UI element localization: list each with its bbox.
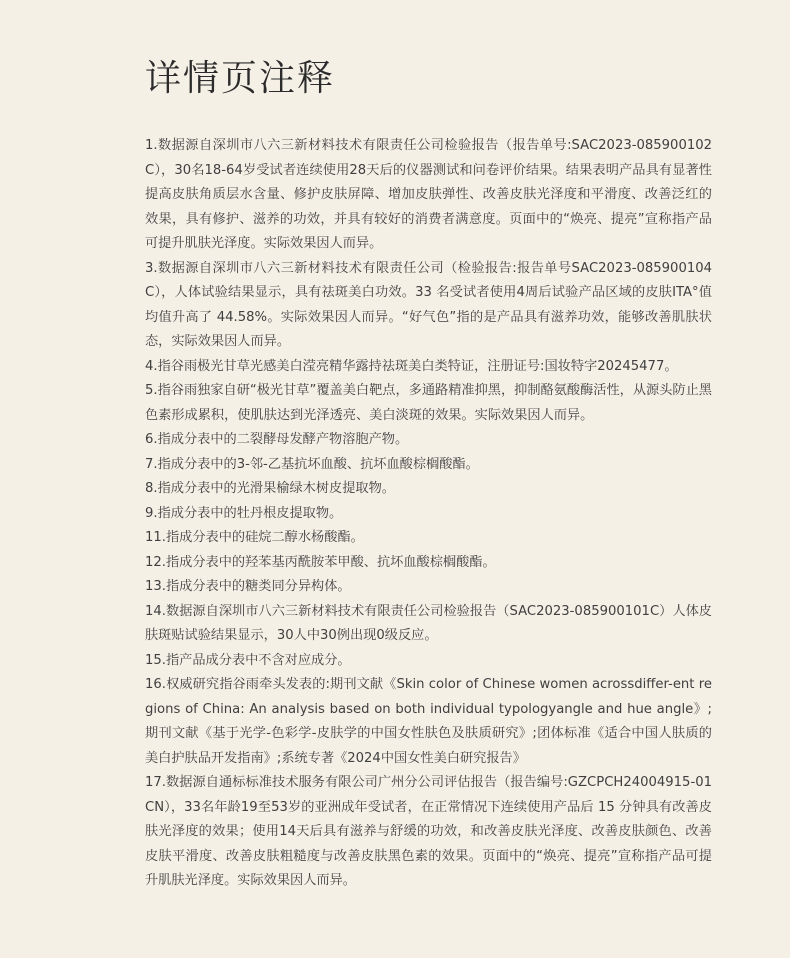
note-8: 8.指成分表中的光滑果榆绿木树皮提取物。 — [145, 481, 395, 496]
note-17: 17.数据源自通标标准技术服务有限公司广州分公司评估报告（报告编号:GZCPCH24004915-01CN），33名年龄19至53岁的亚洲成年受试者，在正常情况下连续使用产品后 15 分钟具有改善皮肤光泽度的效果；使用14天后具有滋养与舒缓的功效，和改善皮肤光泽度、改善皮肤颜色、改善皮肤平滑度、改善皮肤粗糙度与改善皮肤黑色素的效果。页面中的“焕亮、提亮”宣称指产品可提升肌肤光泽度。实际效果因人而异。 — [145, 775, 712, 888]
note-7: 7.指成分表中的3-邻-乙基抗坏血酸、抗坏血酸棕榈酸酯。 — [145, 456, 479, 472]
note-1: 1.数据源自深圳市八六三新材料技术有限责任公司检验报告（报告单号:SAC2023-085900102C），30名18-64岁受试者连续使用28天后的仪器测试和问卷评价结果。结果表明产品具有显著性提高皮肤角质层水含量、修护皮肤屏障、增加皮肤弹性、改善皮肤光泽度和平滑度、改善泛红的效果，具有修护、滋养的功效，并具有较好的消费者满意度。页面中的“焕亮、提亮”宣称指产品可提升肌肤光泽度。实际效果因人而异。 — [145, 138, 712, 251]
note-4: 4.指谷雨极光甘草光感美白滢亮精华露持祛斑美白类特证，注册证号:国妆特字20245477。 — [145, 358, 678, 374]
page-title: 详情页注释 — [145, 58, 336, 99]
note-3: 3.数据源自深圳市八六三新材料技术有限责任公司（检验报告:报告单号SAC2023-085900104C），人体试验结果显示，具有祛斑美白功效。33 名受试者使用4周后试验产品区域的皮肤ITA°值均值升高了 44.58%。实际效果因人而异。“好气色”指的是产品具有滋养功效，能够改善肌肤状态，实际效果因人而异。 — [145, 260, 712, 349]
note-9: 9.指成分表中的牡丹根皮提取物。 — [145, 505, 343, 521]
note-11: 11.指成分表中的硅烷二醇水杨酸酯。 — [145, 530, 364, 545]
notes-list — [145, 134, 712, 894]
note-16: 16.权威研究指谷雨牵头发表的:期刊文献《Skin color of Chinese women acrossdiffer-ent regions of China: An analysis based on both individual typologyangle and hue angle》;期刊文献《基于光学-色彩学-皮肤学的中国女性肤色及肤质研究》;团体标准《适合中国人肤质的美白护肤品开发指南》;系统专著《2024中国女性美白研究报告》 — [145, 677, 712, 766]
note-12: 12.指成分表中的羟苯基丙酰胺苯甲酸、抗坏血酸棕榈酸酯。 — [145, 554, 496, 570]
note-14: 14.数据源自深圳市八六三新材料技术有限责任公司检验报告（SAC2023-085900101C）人体皮肤斑贴试验结果显示，30人中30例出现0级反应。 — [145, 603, 712, 643]
note-6: 6.指成分表中的二裂酵母发酵产物溶胞产物。 — [145, 432, 409, 447]
note-15: 15.指产品成分表中不含对应成分。 — [145, 652, 351, 668]
note-13: 13.指成分表中的糖类同分异构体。 — [145, 579, 351, 594]
note-5: 5.指谷雨独家自研“极光甘草”覆盖美白靶点，多通路精准抑黑，抑制酪氨酸酶活性，从源头防止黑色素形成累积，使肌肤达到光泽透亮、美白淡斑的效果。实际效果因人而异。 — [145, 383, 712, 423]
